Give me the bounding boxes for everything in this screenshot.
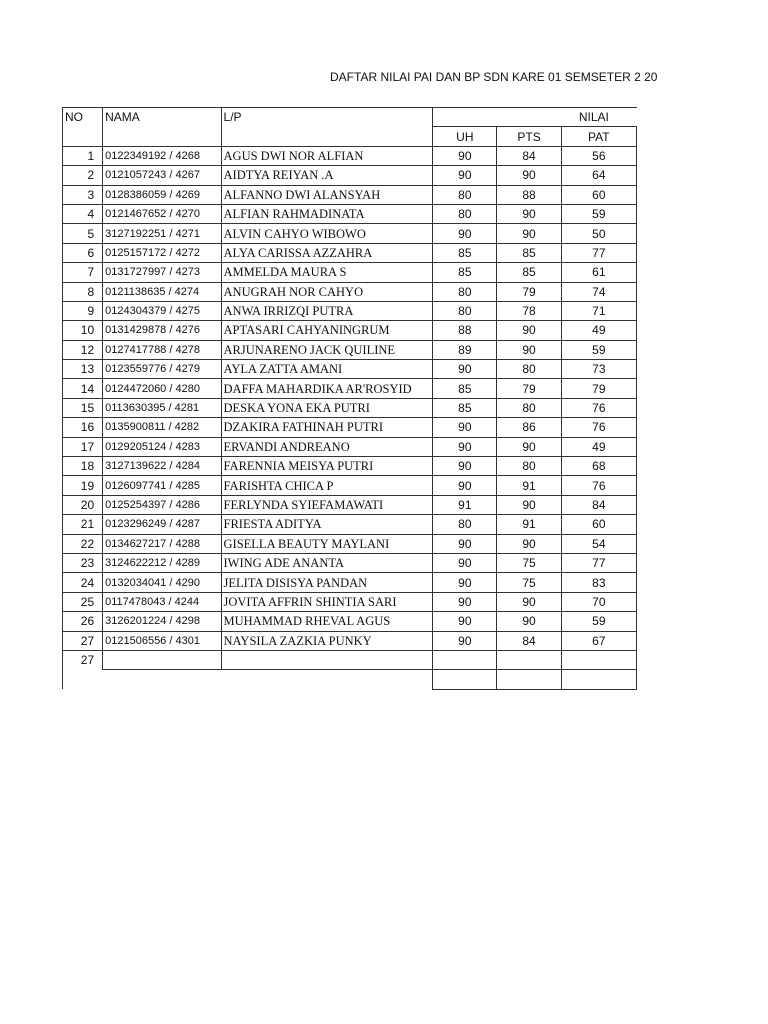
row-number: 10 [63,321,103,340]
table-row [63,534,637,553]
student-id: 0125254397 / 4286 [103,495,221,514]
table-row [63,573,637,592]
score-uh: 90 [433,146,497,165]
row-number: 14 [63,379,103,398]
score-uh: 85 [433,379,497,398]
score-pts: 90 [497,592,561,611]
student-id: 0122349192 / 4268 [103,146,221,165]
student-id: 0117478043 / 4244 [103,592,221,611]
student-id: 0121506556 / 4301 [103,631,221,650]
score-pts: 78 [497,301,561,320]
student-name: ALYA CARISSA AZZAHRA [221,243,433,262]
row-number: 20 [63,495,103,514]
table-row [63,457,637,476]
student-name: IWING ADE ANANTA [221,553,433,572]
score-pat: 74 [561,282,636,301]
score-pts: 90 [497,321,561,340]
score-uh: 80 [433,515,497,534]
score-uh [433,650,497,669]
student-id: 0121138635 / 4274 [103,282,221,301]
score-uh: 90 [433,592,497,611]
score-pts: 88 [497,185,561,204]
student-name: APTASARI CAHYANINGRUM [221,321,433,340]
student-id: 0129205124 / 4283 [103,437,221,456]
score-uh: 88 [433,321,497,340]
row-number: 16 [63,418,103,437]
row-number: 13 [63,360,103,379]
header-pts: PTS [497,127,561,146]
score-uh: 85 [433,263,497,282]
table-row [63,146,637,165]
score-pts: 90 [497,166,561,185]
table-row [63,360,637,379]
score-pat: 68 [561,457,636,476]
score-pat: 60 [561,185,636,204]
empty-cell [103,670,221,689]
row-number: 22 [63,534,103,553]
student-id: 0123559776 / 4279 [103,360,221,379]
student-id: 0127417788 / 4278 [103,340,221,359]
table-row-empty [63,670,637,689]
score-pts: 90 [497,204,561,223]
row-number: 19 [63,476,103,495]
table-row [63,515,637,534]
row-number: 17 [63,437,103,456]
table-row [63,631,637,650]
score-pts: 84 [497,631,561,650]
score-uh: 91 [433,495,497,514]
student-name: ALFIAN RAHMADINATA [221,204,433,223]
empty-cell [433,670,497,689]
row-number: 8 [63,282,103,301]
student-name: GISELLA BEAUTY MAYLANI [221,534,433,553]
score-uh: 90 [433,476,497,495]
empty-cell [221,670,433,689]
header-lp: L/P [221,108,433,147]
student-name: ALFANNO DWI ALANSYAH [221,185,433,204]
row-number: 18 [63,457,103,476]
student-name: DZAKIRA FATHINAH PUTRI [221,418,433,437]
row-number: 26 [63,612,103,631]
student-id: 0124472060 / 4280 [103,379,221,398]
student-name: ANWA IRRIZQI PUTRA [221,301,433,320]
table-row [63,553,637,572]
student-name: FRIESTA ADITYA [221,515,433,534]
row-number: 27 [63,631,103,650]
student-name: ERVANDI ANDREANO [221,437,433,456]
score-uh: 85 [433,243,497,262]
student-name [221,650,433,669]
row-number: 2 [63,166,103,185]
score-pts: 90 [497,224,561,243]
row-number: 6 [63,243,103,262]
student-name: DESKA YONA EKA PUTRI [221,398,433,417]
score-pat: 73 [561,360,636,379]
score-pts: 80 [497,457,561,476]
table-row [63,282,637,301]
header-no: NO [63,108,103,147]
score-pts [497,650,561,669]
score-pts: 91 [497,476,561,495]
score-uh: 80 [433,204,497,223]
score-pat: 60 [561,515,636,534]
student-name: FERLYNDA SYIEFAMAWATI [221,495,433,514]
score-pts: 91 [497,515,561,534]
student-id: 0134627217 / 4288 [103,534,221,553]
grades-table [62,107,637,690]
score-pat: 64 [561,166,636,185]
student-name: MUHAMMAD RHEVAL AGUS [221,612,433,631]
table-row [63,495,637,514]
table-row [63,243,637,262]
row-number: 1 [63,146,103,165]
row-number: 21 [63,515,103,534]
score-pts: 90 [497,437,561,456]
row-number: 25 [63,592,103,611]
student-id: 3127139622 / 4284 [103,457,221,476]
score-uh: 90 [433,553,497,572]
student-name: FARENNIA MEISYA PUTRI [221,457,433,476]
student-name: AIDTYA REIYAN .A [221,166,433,185]
score-pat: 50 [561,224,636,243]
score-pat: 70 [561,592,636,611]
student-name: JOVITA AFFRIN SHINTIA SARI [221,592,433,611]
row-number: 23 [63,553,103,572]
empty-cell [497,670,561,689]
score-uh: 90 [433,573,497,592]
score-pts: 90 [497,340,561,359]
score-pat: 49 [561,321,636,340]
student-id: 0128386059 / 4269 [103,185,221,204]
row-number: 9 [63,301,103,320]
score-pat: 83 [561,573,636,592]
student-id: 0125157172 / 4272 [103,243,221,262]
score-pat: 79 [561,379,636,398]
score-uh: 80 [433,301,497,320]
score-uh: 80 [433,185,497,204]
student-id: 0131727997 / 4273 [103,263,221,282]
score-uh: 85 [433,398,497,417]
score-pts: 90 [497,612,561,631]
row-number: 5 [63,224,103,243]
student-id: 0126097741 / 4285 [103,476,221,495]
score-pts: 84 [497,146,561,165]
empty-cell [63,670,103,689]
score-pts: 75 [497,573,561,592]
score-pat: 59 [561,612,636,631]
header-uh: UH [433,127,497,146]
student-name: ANUGRAH NOR CAHYO [221,282,433,301]
sheet-title: DAFTAR NILAI PAI DAN BP SDN KARE 01 SEMSETER 2 20 [330,70,658,84]
table-row [63,398,637,417]
table-row [63,379,637,398]
row-number: 12 [63,340,103,359]
score-pat: 59 [561,204,636,223]
score-uh: 90 [433,612,497,631]
score-pat: 76 [561,476,636,495]
score-pat: 76 [561,398,636,417]
score-uh: 90 [433,224,497,243]
student-name: JELITA DISISYA PANDAN [221,573,433,592]
table-row [63,650,637,669]
score-pts: 90 [497,495,561,514]
score-pts: 75 [497,553,561,572]
score-pat: 71 [561,301,636,320]
row-number: 7 [63,263,103,282]
score-pat: 49 [561,437,636,456]
student-id: 0124304379 / 4275 [103,301,221,320]
table-row [63,224,637,243]
student-id: 3126201224 / 4298 [103,612,221,631]
empty-cell [561,670,636,689]
score-pat: 84 [561,495,636,514]
student-name: NAYSILA ZAZKIA PUNKY [221,631,433,650]
student-name: ALVIN CAHYO WIBOWO [221,224,433,243]
table-row [63,592,637,611]
score-pts: 79 [497,282,561,301]
score-uh: 90 [433,418,497,437]
score-pts: 86 [497,418,561,437]
score-uh: 89 [433,340,497,359]
student-id: 0131429878 / 4276 [103,321,221,340]
row-number: 15 [63,398,103,417]
student-id: 0121057243 / 4267 [103,166,221,185]
score-pat [561,650,636,669]
table-row [63,301,637,320]
student-name: AMMELDA MAURA S [221,263,433,282]
student-id: 3124622212 / 4289 [103,553,221,572]
table-row [63,204,637,223]
score-pat: 61 [561,263,636,282]
score-pat: 77 [561,553,636,572]
score-pts: 85 [497,263,561,282]
student-name: AYLA ZATTA AMANI [221,360,433,379]
score-pat: 54 [561,534,636,553]
student-name: FARISHTA CHICA P [221,476,433,495]
table-row [63,340,637,359]
score-pat: 76 [561,418,636,437]
table-row [63,166,637,185]
row-number: 24 [63,573,103,592]
header-nilai: NILAI [433,108,637,127]
score-pat: 77 [561,243,636,262]
row-number: 3 [63,185,103,204]
score-pat: 56 [561,146,636,165]
table-row [63,437,637,456]
header-nama: NAMA [103,108,221,147]
row-number: 27 [63,650,103,669]
score-pat: 59 [561,340,636,359]
score-pts: 85 [497,243,561,262]
table-row [63,612,637,631]
score-uh: 90 [433,166,497,185]
student-name: ARJUNARENO JACK QUILINE [221,340,433,359]
score-pts: 80 [497,398,561,417]
student-id: 0123296249 / 4287 [103,515,221,534]
score-uh: 90 [433,360,497,379]
score-uh: 90 [433,631,497,650]
score-pts: 79 [497,379,561,398]
student-id: 0113630395 / 4281 [103,398,221,417]
header-pat: PAT [561,127,636,146]
table-row [63,321,637,340]
table-row [63,185,637,204]
header-row-1 [63,108,637,127]
student-id: 0121467652 / 4270 [103,204,221,223]
score-pts: 80 [497,360,561,379]
student-name: AGUS DWI NOR ALFIAN [221,146,433,165]
student-id: 0135900811 / 4282 [103,418,221,437]
row-number: 4 [63,204,103,223]
score-pat: 67 [561,631,636,650]
score-uh: 90 [433,534,497,553]
score-pts: 90 [497,534,561,553]
table-row [63,263,637,282]
student-id: 3127192251 / 4271 [103,224,221,243]
table-row [63,418,637,437]
score-uh: 90 [433,457,497,476]
student-name: DAFFA MAHARDIKA AR'ROSYID [221,379,433,398]
score-uh: 80 [433,282,497,301]
table-row [63,476,637,495]
student-id [103,650,221,669]
score-uh: 90 [433,437,497,456]
student-id: 0132034041 / 4290 [103,573,221,592]
